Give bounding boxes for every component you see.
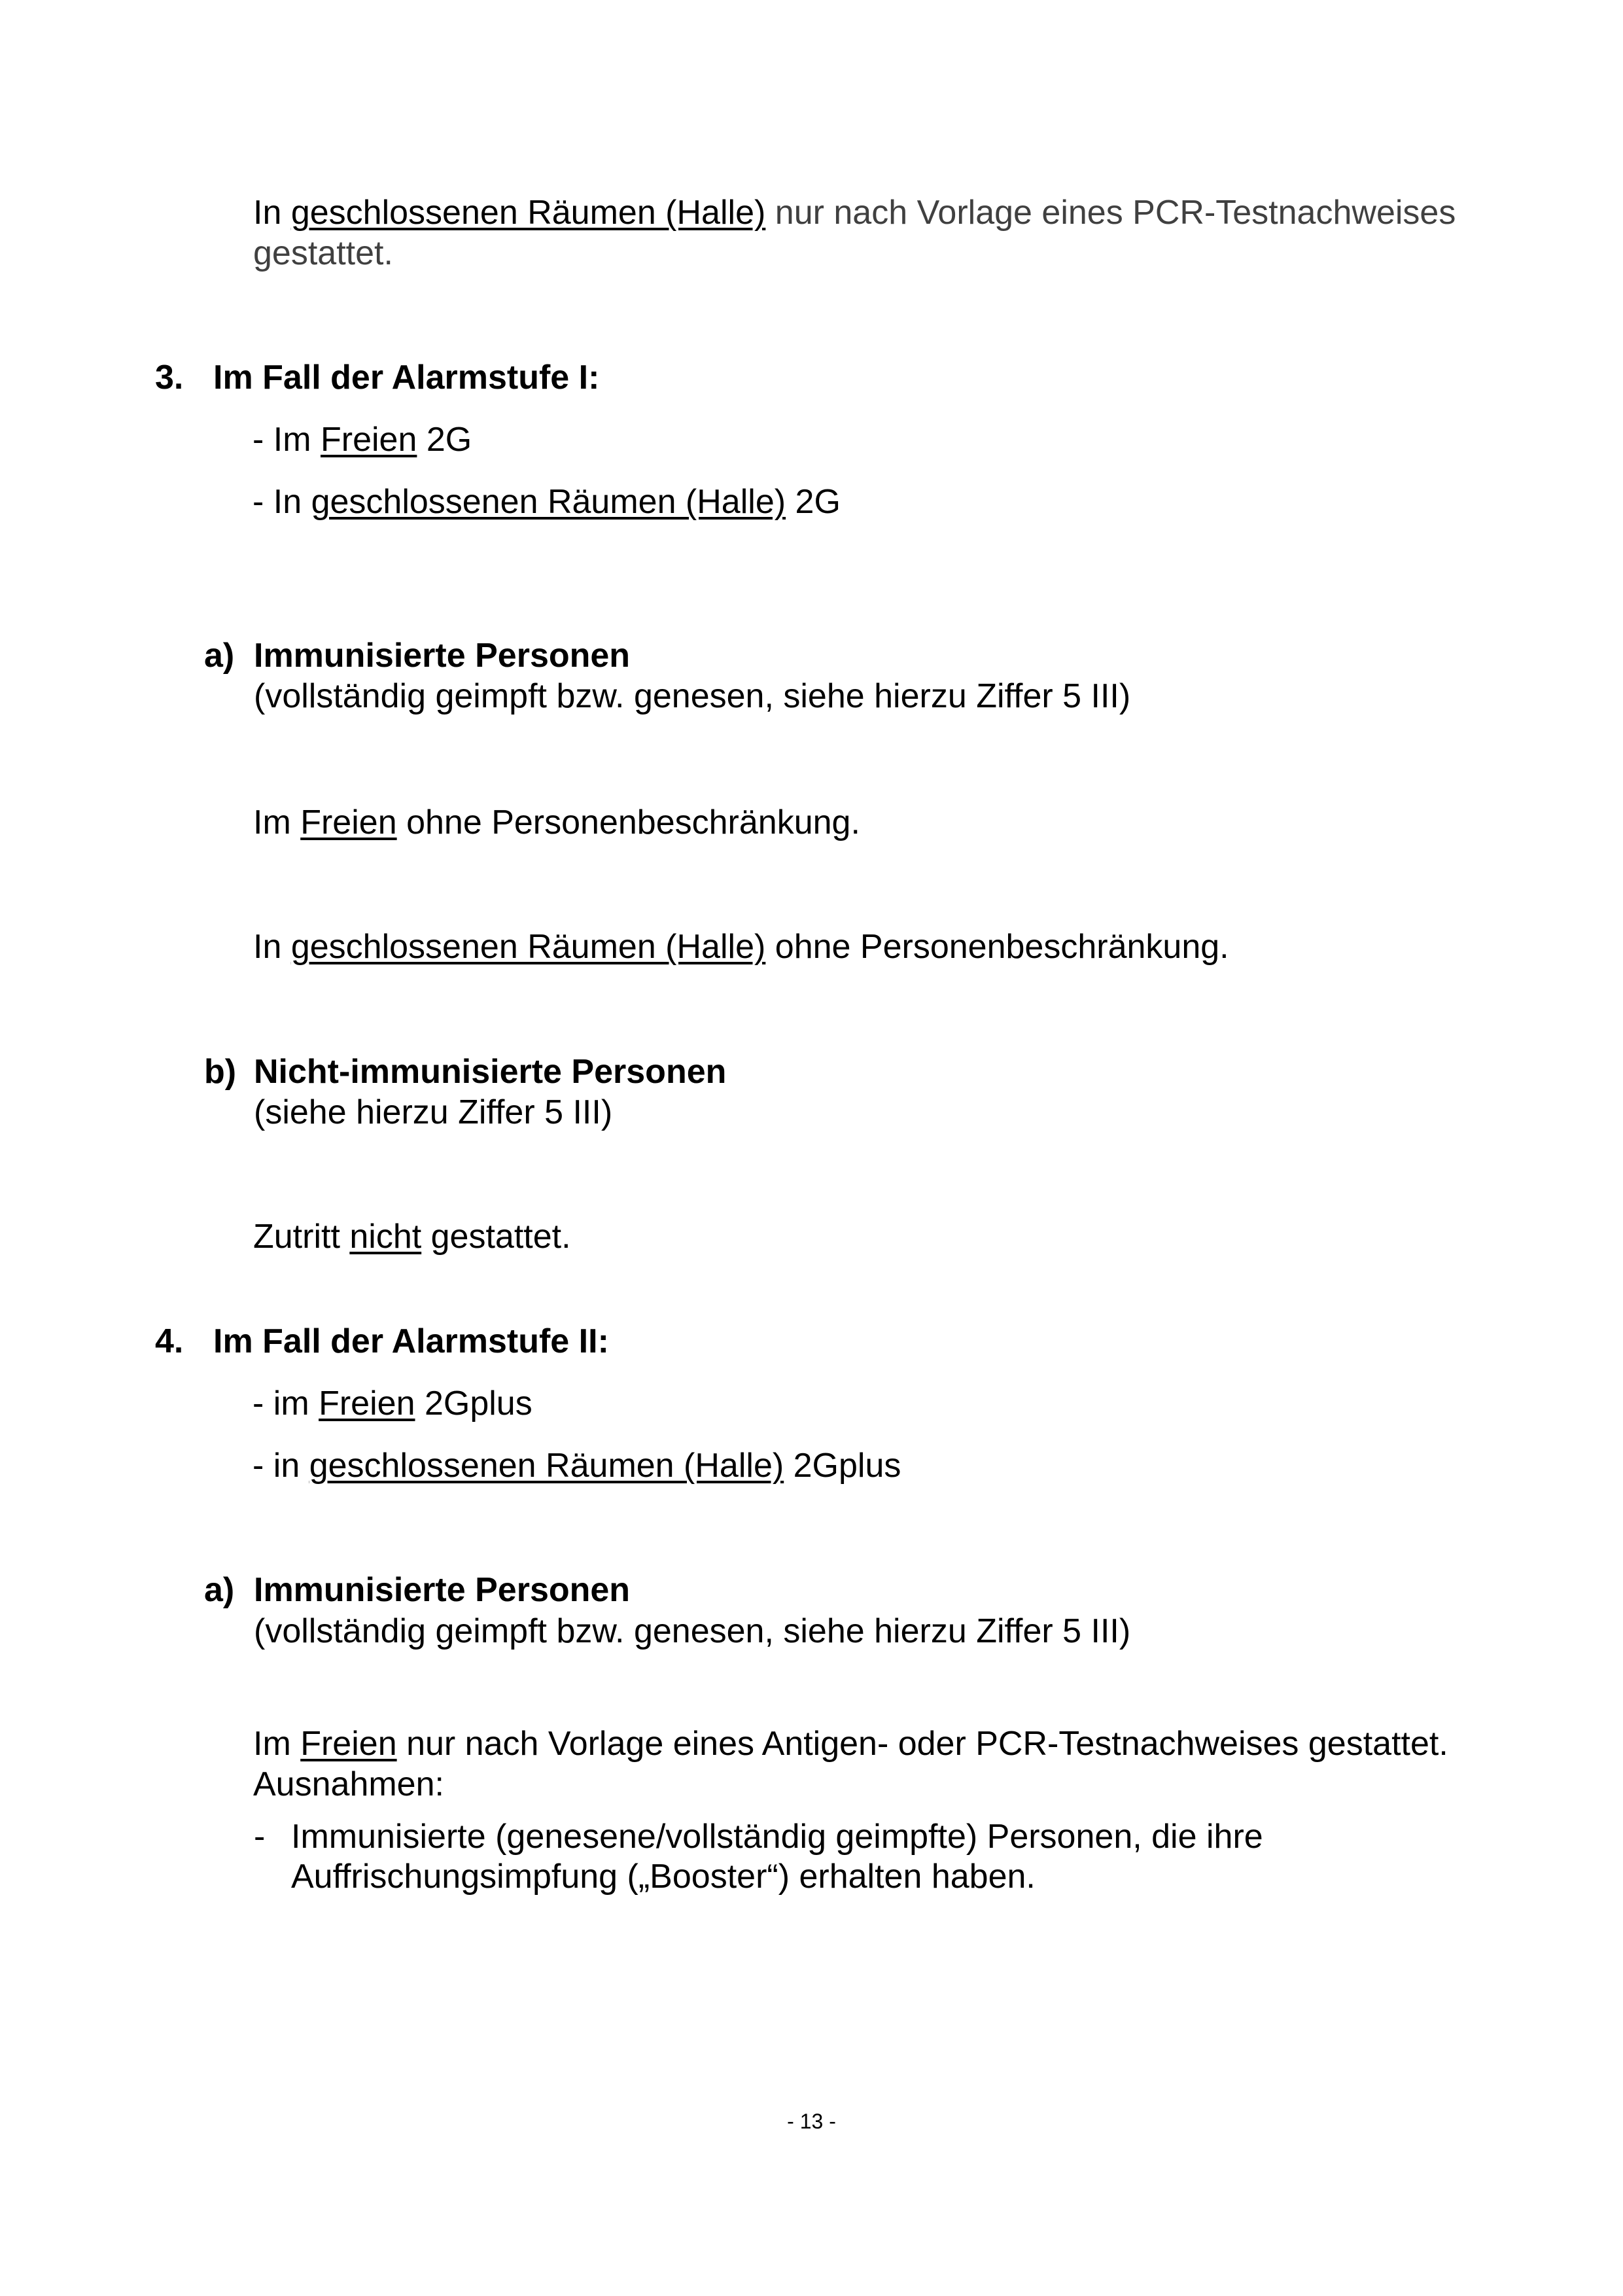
section-3-title: Im Fall der Alarmstufe I:: [213, 359, 600, 397]
section-3b-label: b): [204, 1053, 237, 1091]
exception-bullet: -: [254, 1818, 266, 1856]
rule-text-post: 2G: [786, 483, 841, 521]
exception-text-line-2: Auffrischungsimpfung („Booster“) erhalten haben.: [291, 1858, 1036, 1896]
section-4-title: Im Fall der Alarmstufe II:: [213, 1322, 609, 1360]
section-3a-outdoor-paragraph: [253, 805, 860, 839]
page-number: - 13 -: [787, 2110, 836, 2133]
section-3a-label: a): [204, 637, 235, 675]
section-3-rule-outdoor: [253, 423, 472, 457]
rule-text-pre: - in: [253, 1447, 309, 1485]
section-4a-exceptions-label: Ausnahmen:: [253, 1765, 444, 1803]
rule-text-pre: - In: [253, 483, 311, 521]
rule-text-pre: - im: [253, 1385, 319, 1422]
rule-text-underlined: Freien: [320, 421, 417, 459]
rule-text-underlined: Freien: [319, 1385, 415, 1422]
exception-text-line-1: Immunisierte (genesene/vollständig geimpfte) Personen, die ihre: [291, 1818, 1263, 1856]
paragraph-text-pre: In: [253, 928, 291, 966]
rule-text-post: 2G: [417, 421, 472, 459]
intro-text-post: nur nach Vorlage eines PCR-Testnachweises: [765, 194, 1456, 232]
intro-line-2: gestattet.: [253, 234, 393, 272]
paragraph-text-pre: Im: [253, 804, 301, 841]
paragraph-text-post: nur nach Vorlage eines Antigen- oder PCR-Testnachweises gestattet.: [396, 1725, 1448, 1763]
paragraph-text-post: ohne Personenbeschränkung.: [765, 928, 1229, 966]
section-3a-title: Immunisierte Personen: [254, 637, 631, 675]
rule-text-post: 2Gplus: [415, 1385, 532, 1422]
paragraph-text-post: gestattet.: [421, 1218, 571, 1256]
rule-text-post: 2Gplus: [784, 1447, 901, 1485]
rule-text-pre: - Im: [253, 421, 321, 459]
section-3b-title: Nicht-immunisierte Personen: [254, 1053, 727, 1091]
section-3a-indoor-paragraph: [253, 930, 1229, 964]
intro-underlined-location: geschlossenen Räumen (Halle): [290, 194, 766, 232]
paragraph-text-pre: Im: [253, 1725, 301, 1763]
rule-text-underlined: geschlossenen Räumen (Halle): [309, 1447, 784, 1485]
paragraph-text-underlined: Freien: [300, 1725, 397, 1763]
paragraph-text-underlined: nicht: [349, 1218, 422, 1256]
section-4a-outdoor-paragraph: [253, 1727, 1448, 1761]
paragraph-text-pre: Zutritt: [253, 1218, 350, 1256]
intro-line-1: [253, 196, 1456, 230]
section-4-number: 4.: [155, 1322, 184, 1360]
section-4-rule-indoor: [253, 1449, 901, 1483]
paragraph-text-post: ohne Personenbeschränkung.: [396, 804, 860, 841]
rule-text-underlined: geschlossenen Räumen (Halle): [311, 483, 786, 521]
intro-text-pre: In: [253, 194, 291, 232]
section-3-number: 3.: [155, 359, 184, 397]
section-4a-title: Immunisierte Personen: [254, 1571, 631, 1609]
section-3b-access-paragraph: [253, 1220, 571, 1254]
paragraph-text-underlined: Freien: [300, 804, 397, 841]
section-3-rule-indoor: [253, 485, 841, 519]
section-3b-note: (siehe hierzu Ziffer 5 III): [254, 1093, 613, 1131]
section-4-rule-outdoor: [253, 1386, 532, 1421]
section-3a-note: (vollständig geimpft bzw. genesen, siehe hierzu Ziffer 5 III): [254, 677, 1131, 715]
paragraph-text-underlined: geschlossenen Räumen (Halle): [290, 928, 766, 966]
section-4a-note: (vollständig geimpft bzw. genesen, siehe hierzu Ziffer 5 III): [254, 1612, 1131, 1650]
section-4a-label: a): [204, 1571, 235, 1609]
